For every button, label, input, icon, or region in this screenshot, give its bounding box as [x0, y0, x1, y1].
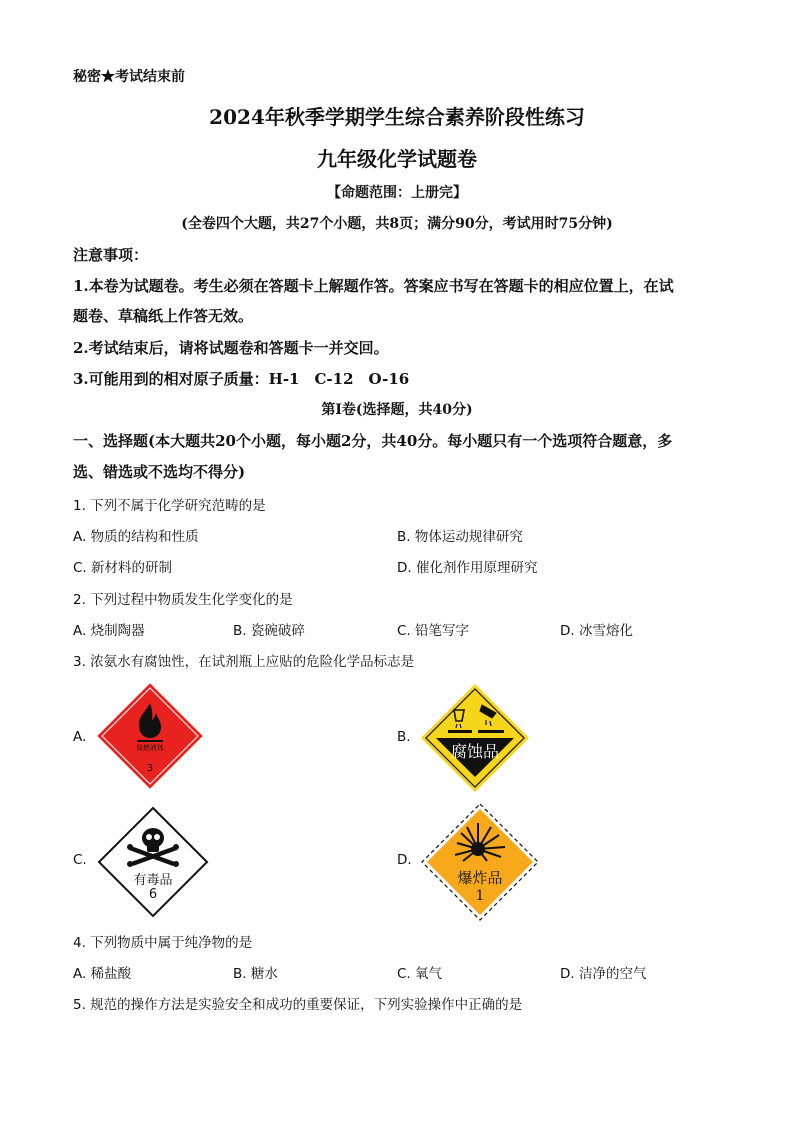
q1-stem: 1. 下列不属于化学研究范畴的是: [73, 498, 266, 514]
note-1-line-1: 1.本卷为试题卷。考生必须在答题卡上解题作答。答案应书写在答题卡的相应位置上，在试: [73, 277, 674, 295]
exam-info: (全卷四个大题，共27个小题，共8页；满分90分，考试用时75分钟): [181, 216, 613, 232]
corrosive-label: 腐蚀品: [450, 742, 499, 761]
q3-option-c: C.: [73, 852, 87, 868]
q3-stem: 3. 浓氨水有腐蚀性，在试剂瓶上应贴的危险化学品标志是: [73, 654, 415, 670]
note-1-line-2: 题卷、草稿纸上作答无效。: [73, 307, 254, 325]
explosive-label: 爆炸品: [457, 869, 503, 887]
q2-stem: 2. 下列过程中物质发生化学变化的是: [73, 592, 293, 608]
section-1-line-1: 一、选择题(本大题共20个小题，每小题2分，共40分。每小题只有一个选项符合题意，多: [73, 432, 673, 450]
notes-heading: 注意事项：: [73, 246, 149, 264]
secret-label: 秘密★考试结束前: [73, 69, 185, 85]
q3-option-d: D.: [397, 852, 412, 868]
q2-option-c: C. 铅笔写字: [397, 623, 470, 639]
q4-stem: 4. 下列物质中属于纯净物的是: [73, 935, 253, 951]
corrosive-sign: [420, 683, 530, 793]
toxic-class: 6: [148, 887, 158, 902]
q3-option-b: B.: [397, 729, 411, 745]
q1-option-d: D. 催化剂作用原理研究: [397, 560, 538, 576]
page-title: 2024年秋季学期学生综合素养阶段性练习: [209, 105, 585, 129]
q1-option-c: C. 新材料的研制: [73, 560, 173, 576]
flammable-label: 易燃液体: [136, 744, 164, 752]
q1-option-a: A. 物质的结构和性质: [73, 529, 199, 545]
flammable-liquid-sign: [97, 683, 203, 789]
section-1-line-2: 选、错选或不选均不得分): [73, 463, 246, 481]
note-3: 3.可能用到的相对原子质量：H-1 C-12 O-16: [73, 370, 410, 388]
q2-option-a: A. 烧制陶器: [73, 623, 145, 639]
q3-option-a: A.: [73, 729, 87, 745]
scope-label: 【命题范围：上册完】: [327, 185, 467, 201]
toxic-sign: [97, 806, 209, 918]
q1-option-b: B. 物体运动规律研究: [397, 529, 523, 545]
toxic-label: 有毒品: [133, 873, 173, 888]
q4-option-a: A. 稀盐酸: [73, 966, 132, 982]
q5-stem: 5. 规范的操作方法是实验安全和成功的重要保证，下列实验操作中正确的是: [73, 997, 523, 1013]
q2-option-b: B. 瓷碗破碎: [233, 623, 305, 639]
explosive-class: 1: [475, 888, 485, 904]
q4-option-c: C. 氧气: [397, 966, 443, 982]
part-1-title: 第Ⅰ卷(选择题，共40分): [321, 402, 473, 418]
page-subtitle: 九年级化学试题卷: [317, 147, 477, 171]
q4-option-b: B. 糖水: [233, 966, 278, 982]
q4-option-d: D. 洁净的空气: [560, 966, 647, 982]
q2-option-d: D. 冰雪熔化: [560, 623, 633, 639]
flammable-class: 3: [146, 763, 154, 774]
note-2: 2.考试结束后，请将试题卷和答题卡一并交回。: [73, 339, 389, 357]
explosive-sign: [421, 803, 539, 921]
